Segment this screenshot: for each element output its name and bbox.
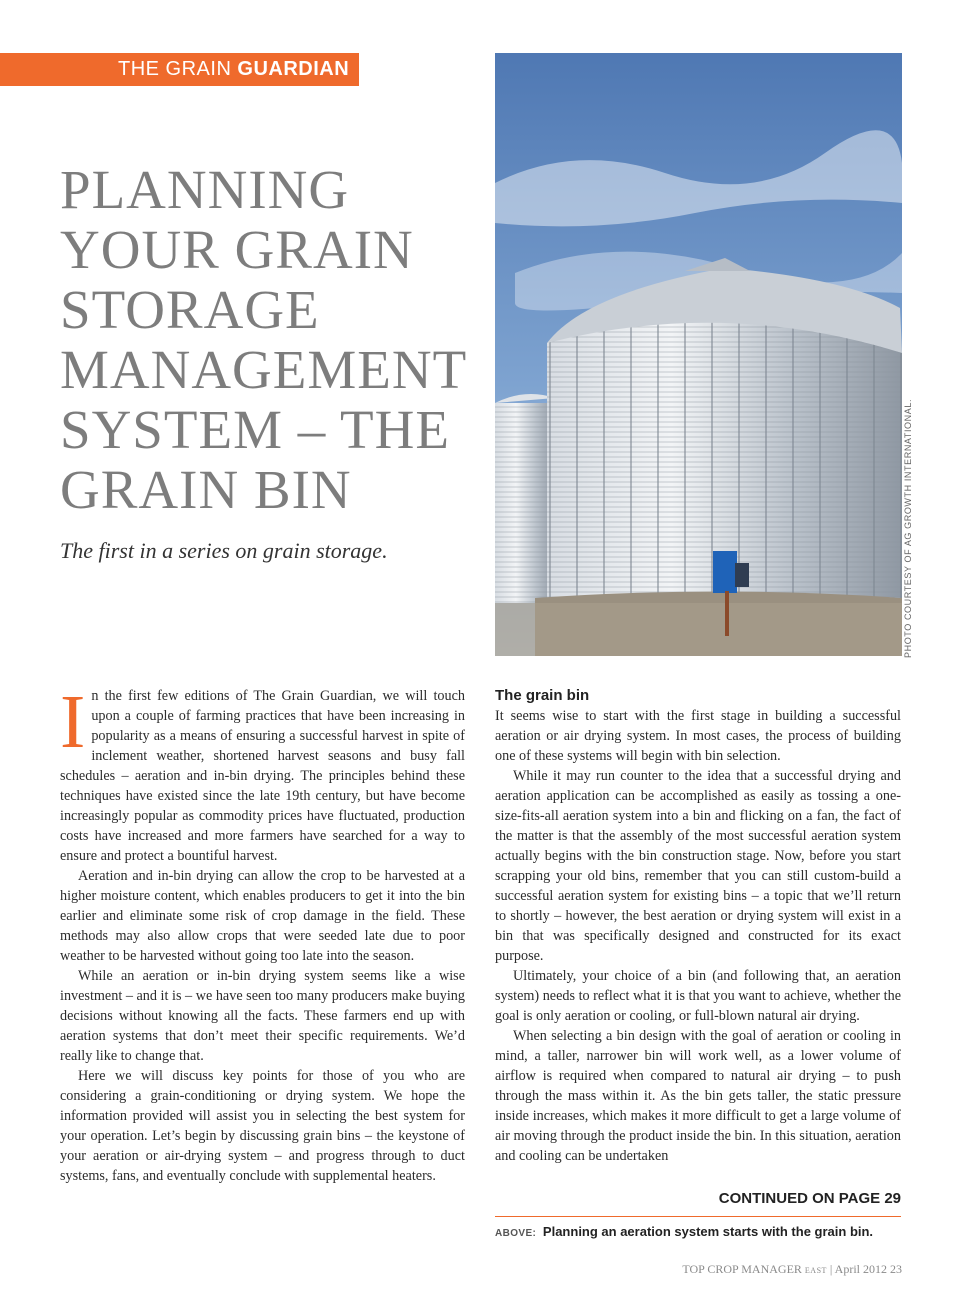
page-folio	[560, 1262, 902, 1277]
photo-caption	[495, 1224, 901, 1239]
paragraph: While an aeration or in-bin drying system seems like a wise investment – and it is – we have seen too many producers make buying decisions without knowing all the facts. These farmers end up with aeration systems that don’t meet their specific requirements. We’d really like to change that.	[60, 968, 465, 1064]
paragraph: While it may run counter to the idea that a successful drying and aeration application can be accomplished as easily as tossing a one-size-fits-all aeration system into a bin and flicking on a fan, the fact of the matter is that the assembly of the most successful aeration system actually begins with the bin construction stage. Now, before you start scrapping your old bins, remember that you can still custom-build a successful aeration system for existing bins – a topic that we’ll return to shortly – however, the best aeration or drying system will exist in a bin that was specifically designed and constructed for its exact purpose.	[495, 768, 901, 964]
grain-bin-photo	[495, 53, 902, 656]
caption-text: Planning an aeration system starts with the grain bin.	[542, 1224, 874, 1239]
section-tag	[0, 53, 359, 86]
drop-cap: I	[60, 680, 86, 764]
paragraph-text: n the first few editions of The Grain Guardian, we will touch upon a couple of farming practices that have been increasing in popularity as a means of ensuring a successful harvest in spite of inclement weather, shortened harvest seasons and busy fall schedules – aeration and in-bin drying. The principles behind these techniques have existed since the late 19th century, but have become increasingly popular as commodity prices have fluctuated, production costs have increased and more farmers have searched for a way to ensure and protect a bountiful harvest.	[60, 688, 465, 864]
article-headline: PLANNING YOUR GRAIN STORAGE MANAGEMENT SYSTEM – THE GRAIN BIN	[60, 159, 467, 520]
caption-label: ABOVE:	[495, 1228, 537, 1239]
continued-notice: CONTINUED ON PAGE 29	[718, 1190, 901, 1207]
paragraph: It seems wise to start with the first stage in building a successful aeration or air drying system. In most cases, the process of building one of these systems will begin with bin selection.	[495, 708, 901, 764]
folio-date: April 2012	[834, 1262, 887, 1276]
section-tag-emphasis: GUARDIAN	[237, 58, 350, 80]
section-subhead: The grain bin	[495, 687, 590, 704]
article-deck: The first in a series on grain storage.	[60, 538, 388, 563]
paragraph: Ultimately, your choice of a bin (and following that, an aeration system) needs to reflect what it is that you want to achieve, whether the goal is only aeration or cooling, or full-blown natural air drying.	[495, 968, 901, 1024]
folio-page-number: 23	[890, 1262, 902, 1276]
paragraph: When selecting a bin design with the goal of aeration or cooling in mind, a taller, narrower bin will work well, as a lower volume of airflow is required when compared to natural air drying – to push through the mass within it. As the bin gets taller, the static pressure inside increases, which makes it more difficult to get a large volume of air moving through the product inside the bin. In this situation, aeration and cooling can be undertaken	[495, 1028, 901, 1164]
right-column	[495, 686, 901, 1166]
paragraph	[60, 680, 465, 866]
paragraph: Here we will discuss key points for those of you who are considering a grain-conditioning or drying system. We hope the information provided will assist you in selecting the best system for your operation. Let’s begin by discussing grain bins – the keystone of your aeration or air-drying system – and progress through to duct systems, fans, and eventually conclude with supplemental heaters.	[60, 1068, 465, 1184]
photo-credit: PHOTO COURTESY OF AG GROWTH INTERNATIONAL.	[903, 398, 913, 658]
folio-edition: EAST	[804, 1266, 827, 1275]
paragraph: Aeration and in-bin drying can allow the crop to be harvested at a higher moisture content, which enables producers to get it into the bin earlier and eliminate some risk of crop damage in the field. These methods may also allow crops that were seeded late due to poor weather to be harvested without going too late into the season.	[60, 868, 465, 964]
caption-divider	[495, 1216, 901, 1217]
folio-magazine: TOP CROP MANAGER	[682, 1262, 802, 1276]
left-column	[60, 680, 465, 1186]
folio-separator: |	[829, 1262, 833, 1276]
section-tag-prefix: THE GRAIN	[118, 58, 232, 80]
